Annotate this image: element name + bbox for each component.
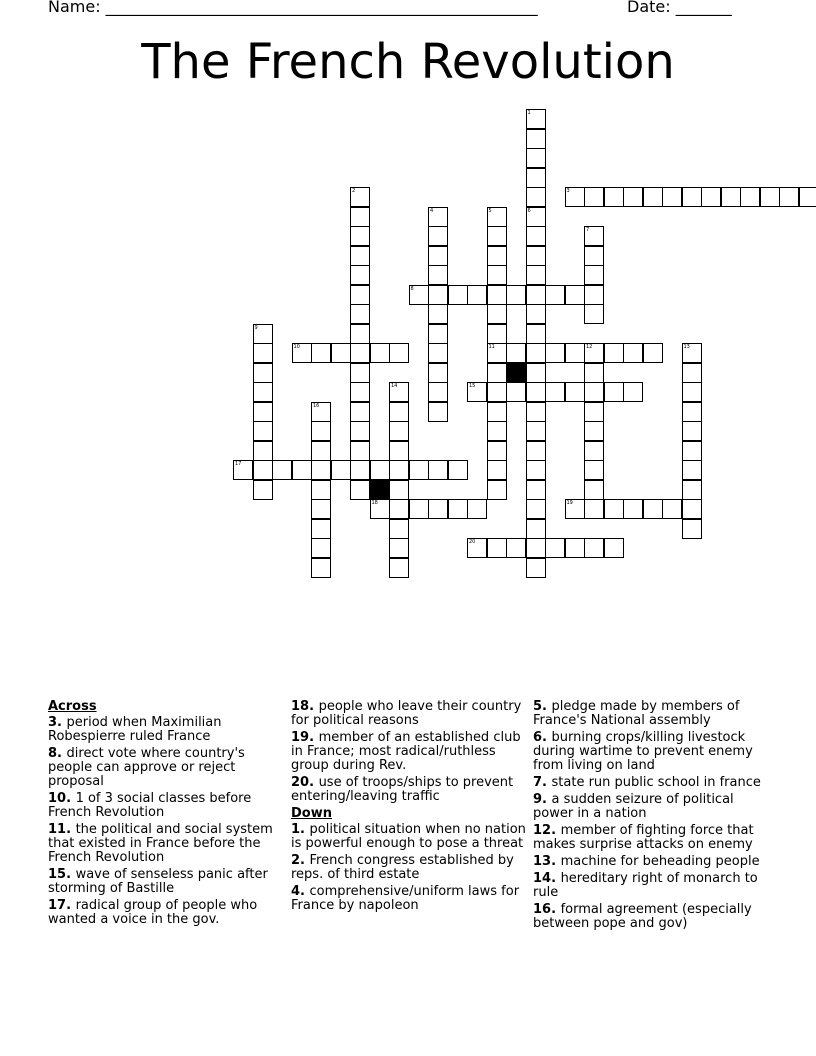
grid-cell[interactable]: [487, 246, 507, 266]
grid-cell[interactable]: [682, 343, 702, 363]
clue-number: 6: [527, 207, 531, 214]
grid-cell[interactable]: [643, 343, 663, 363]
grid-cell[interactable]: [253, 363, 273, 383]
grid-cell[interactable]: [487, 285, 507, 305]
grid-cell[interactable]: [350, 421, 370, 441]
grid-cell[interactable]: [526, 148, 546, 168]
grid-cell[interactable]: [467, 285, 487, 305]
clue-number-label: 3.: [48, 715, 67, 730]
clue-item: [533, 872, 769, 900]
clue-number-label: 11.: [48, 822, 76, 837]
grid-cell[interactable]: [487, 538, 507, 558]
grid-cell[interactable]: [389, 421, 409, 441]
clue-number: 18: [371, 500, 378, 506]
clue-number-label: 1.: [291, 822, 310, 837]
grid-cell[interactable]: [292, 343, 312, 363]
grid-cell[interactable]: [350, 324, 370, 344]
grid-cell[interactable]: [584, 480, 604, 500]
grid-cell[interactable]: [253, 460, 273, 480]
grid-cell[interactable]: [506, 285, 526, 305]
clue-number: 19: [566, 500, 573, 506]
clue-number-label: 5.: [533, 699, 552, 714]
grid-cell[interactable]: [506, 538, 526, 558]
grid-cell[interactable]: [643, 499, 663, 519]
clue-text: hereditary right of monarch to rule: [533, 871, 758, 900]
grid-cell[interactable]: [526, 558, 546, 578]
clue-text: radical group of people who wanted a voice in the gov.: [48, 898, 258, 927]
grid-cell[interactable]: [389, 499, 409, 519]
grid-cell[interactable]: [428, 265, 448, 285]
grid-cell[interactable]: [428, 207, 448, 227]
grid-cell[interactable]: [389, 538, 409, 558]
clue-text: member of an established club in France; most radical/ruthless group during Rev.: [291, 730, 521, 773]
clues-heading: Across: [48, 699, 97, 714]
grid-cell[interactable]: [350, 402, 370, 422]
clue-number-label: 10.: [48, 791, 76, 806]
grid-cell[interactable]: [253, 402, 273, 422]
grid-cell[interactable]: [740, 187, 760, 207]
clues-column-1: [48, 700, 284, 930]
clue-item: [48, 823, 284, 865]
grid-cell[interactable]: [467, 499, 487, 519]
clue-number: 8: [410, 285, 414, 292]
clue-number-label: 13.: [533, 854, 561, 869]
grid-cell[interactable]: [721, 187, 741, 207]
clue-number: 10: [293, 344, 300, 350]
clue-text: member of fighting force that makes surprise attacks on enemy: [533, 823, 754, 852]
grid-cell[interactable]: [389, 480, 409, 500]
clue-number: 15: [469, 383, 476, 389]
grid-cell[interactable]: [623, 343, 643, 363]
grid-cell[interactable]: [565, 285, 585, 305]
grid-cell[interactable]: [350, 343, 370, 363]
grid-cell[interactable]: [389, 558, 409, 578]
grid-cell[interactable]: [311, 519, 331, 539]
grid-cell[interactable]: [487, 304, 507, 324]
grid-cell[interactable]: [682, 499, 702, 519]
clue-item: [533, 903, 769, 931]
grid-cell[interactable]: [350, 480, 370, 500]
grid-cell[interactable]: [545, 382, 565, 402]
grid-cell[interactable]: [487, 265, 507, 285]
grid-cell[interactable]: [487, 480, 507, 500]
grid-cell[interactable]: [779, 187, 799, 207]
clue-number-label: 6.: [533, 730, 552, 745]
grid-cell[interactable]: [311, 499, 331, 519]
grid-cell[interactable]: [584, 363, 604, 383]
grid-cell[interactable]: [448, 499, 468, 519]
clue-item: [533, 776, 769, 790]
clue-item: [291, 885, 527, 913]
clue-number-label: 20.: [291, 775, 319, 790]
grid-cell[interactable]: [487, 402, 507, 422]
grid-cell[interactable]: [565, 538, 585, 558]
clue-number-label: 19.: [291, 730, 319, 745]
page-title: The French Revolution: [141, 34, 675, 90]
clue-item: [48, 868, 284, 896]
grid-cell[interactable]: [682, 363, 702, 383]
grid-cell[interactable]: [448, 285, 468, 305]
clue-item: [291, 776, 527, 804]
clue-number: 13: [683, 344, 690, 350]
grid-cell[interactable]: [370, 460, 390, 480]
grid-cell[interactable]: [584, 441, 604, 461]
clue-number: 1: [527, 110, 531, 116]
clue-number: 7: [586, 227, 590, 233]
grid-cell[interactable]: [253, 324, 273, 344]
grid-cell[interactable]: [350, 207, 370, 227]
grid-cell[interactable]: [428, 382, 448, 402]
grid-cell[interactable]: [565, 499, 585, 519]
grid-cell[interactable]: [682, 402, 702, 422]
grid-cell[interactable]: [350, 285, 370, 305]
clue-item: [291, 731, 527, 773]
clue-text: state run public school in france: [551, 775, 761, 790]
clue-text: pledge made by members of France's National assembly: [533, 699, 740, 728]
grid-cell[interactable]: [487, 382, 507, 402]
clue-item: [291, 700, 527, 728]
grid-cell[interactable]: [526, 265, 546, 285]
grid-cell[interactable]: [526, 324, 546, 344]
grid-cell[interactable]: [409, 285, 429, 305]
clue-item: [533, 731, 769, 773]
grid-cell[interactable]: [526, 538, 546, 558]
grid-cell[interactable]: [584, 226, 604, 246]
clue-text: comprehensive/uniform laws for France by napoleon: [291, 884, 520, 913]
grid-cell[interactable]: [604, 343, 624, 363]
clue-text: burning crops/killing livestock during wartime to prevent enemy from living on land: [533, 730, 753, 773]
clue-number: 12: [586, 344, 593, 350]
clue-number: 17: [235, 461, 242, 467]
grid-cell[interactable]: [272, 460, 292, 480]
grid-cell[interactable]: [350, 187, 370, 207]
clue-number-label: 12.: [533, 823, 561, 838]
clue-number: 14: [391, 383, 398, 389]
grid-cell[interactable]: [389, 460, 409, 480]
clue-number-label: 15.: [48, 867, 76, 882]
grid-cell[interactable]: [467, 538, 487, 558]
grid-cell[interactable]: [682, 441, 702, 461]
grid-cell[interactable]: [428, 304, 448, 324]
grid-cell[interactable]: [584, 285, 604, 305]
grid-cell[interactable]: [389, 343, 409, 363]
grid-cell[interactable]: [428, 499, 448, 519]
clue-number-label: 2.: [291, 853, 310, 868]
grid-cell[interactable]: [584, 304, 604, 324]
grid-cell[interactable]: [526, 519, 546, 539]
clue-item: [48, 899, 284, 927]
grid-cell[interactable]: [662, 499, 682, 519]
grid-cell[interactable]: [565, 382, 585, 402]
grid-cell[interactable]: [370, 499, 390, 519]
grid-cell[interactable]: [604, 187, 624, 207]
grid-cell[interactable]: [526, 402, 546, 422]
clue-item: [291, 823, 527, 851]
grid-cell[interactable]: [487, 460, 507, 480]
grid-cell[interactable]: [506, 343, 526, 363]
clue-item: [48, 747, 284, 789]
grid-cell[interactable]: [526, 460, 546, 480]
grid-cell[interactable]: [428, 460, 448, 480]
grid-cell[interactable]: [526, 480, 546, 500]
grid-cell[interactable]: [428, 402, 448, 422]
grid-cell[interactable]: [584, 187, 604, 207]
grid-cell[interactable]: [623, 187, 643, 207]
clue-number-label: 14.: [533, 871, 561, 886]
clue-item: [291, 854, 527, 882]
clue-item: [533, 793, 769, 821]
clue-text: the political and social system that existed in France before the French Revolution: [48, 822, 273, 865]
clue-text: period when Maximilian Robespierre ruled France: [48, 715, 222, 744]
grid-cell[interactable]: [526, 129, 546, 149]
clue-text: use of troops/ships to prevent entering/leaving traffic: [291, 775, 514, 804]
grid-cell[interactable]: [253, 382, 273, 402]
grid-cell[interactable]: [526, 285, 546, 305]
grid-cell[interactable]: [487, 441, 507, 461]
grid-cell[interactable]: [331, 343, 351, 363]
grid-cell[interactable]: [350, 304, 370, 324]
grid-cell[interactable]: [584, 265, 604, 285]
clue-number-label: 4.: [291, 884, 310, 899]
clue-text: 1 of 3 social classes before French Revolution: [48, 791, 252, 820]
grid-cell[interactable]: [584, 382, 604, 402]
grid-cell[interactable]: [643, 187, 663, 207]
grid-cell[interactable]: [604, 382, 624, 402]
clue-number-label: 9.: [533, 792, 552, 807]
clue-text: a sudden seizure of political power in a nation: [533, 792, 734, 821]
grid-cell[interactable]: [389, 382, 409, 402]
grid-cell[interactable]: [584, 343, 604, 363]
clue-number: 11: [488, 344, 495, 350]
grid-cell[interactable]: [526, 441, 546, 461]
grid-cell[interactable]: [526, 499, 546, 519]
clues-column-3: [533, 700, 769, 934]
grid-cell[interactable]: [760, 187, 780, 207]
clue-text: formal agreement (especially between pope and gov): [533, 902, 752, 931]
grid-cell[interactable]: [253, 421, 273, 441]
grid-cell[interactable]: [311, 480, 331, 500]
grid-cell[interactable]: [350, 460, 370, 480]
clue-number-label: 8.: [48, 746, 67, 761]
grid-cell[interactable]: [604, 499, 624, 519]
grid-cell[interactable]: [584, 460, 604, 480]
grid-cell[interactable]: [701, 187, 721, 207]
clue-number: 3: [566, 188, 570, 194]
clue-item: [533, 824, 769, 852]
black-cell: [506, 363, 526, 383]
grid-cell[interactable]: [350, 382, 370, 402]
grid-cell[interactable]: [487, 421, 507, 441]
grid-cell[interactable]: [623, 382, 643, 402]
grid-cell[interactable]: [584, 538, 604, 558]
grid-cell[interactable]: [233, 460, 253, 480]
grid-cell[interactable]: [467, 382, 487, 402]
grid-cell[interactable]: [311, 441, 331, 461]
grid-cell[interactable]: [428, 363, 448, 383]
grid-cell[interactable]: [682, 460, 702, 480]
grid-cell[interactable]: [682, 382, 702, 402]
grid-cell[interactable]: [545, 343, 565, 363]
grid-cell[interactable]: [350, 226, 370, 246]
grid-cell[interactable]: [565, 343, 585, 363]
grid-cell[interactable]: [331, 460, 351, 480]
clue-text: political situation when no nation is powerful enough to pose a threat: [291, 822, 526, 851]
grid-cell[interactable]: [350, 246, 370, 266]
grid-cell[interactable]: [487, 207, 507, 227]
grid-cell[interactable]: [526, 382, 546, 402]
grid-cell[interactable]: [682, 519, 702, 539]
grid-cell[interactable]: [311, 460, 331, 480]
grid-cell[interactable]: [526, 187, 546, 207]
date-field[interactable]: Date: _______: [627, 0, 732, 16]
grid-cell[interactable]: [662, 187, 682, 207]
grid-cell[interactable]: [487, 324, 507, 344]
grid-cell[interactable]: [604, 538, 624, 558]
grid-cell[interactable]: [370, 343, 390, 363]
clue-item: [533, 855, 769, 869]
clue-text: wave of senseless panic after storming of Bastille: [48, 867, 268, 896]
grid-cell[interactable]: [428, 324, 448, 344]
clue-item: [48, 716, 284, 744]
grid-cell[interactable]: [799, 187, 816, 207]
grid-cell[interactable]: [409, 460, 429, 480]
grid-cell[interactable]: [682, 480, 702, 500]
black-cell: [370, 480, 390, 500]
clue-number: 4: [430, 207, 434, 214]
grid-cell[interactable]: [350, 363, 370, 383]
clue-number-label: 7.: [533, 775, 552, 790]
grid-cell[interactable]: [506, 382, 526, 402]
grid-cell[interactable]: [311, 558, 331, 578]
grid-cell[interactable]: [428, 285, 448, 305]
grid-cell[interactable]: [428, 343, 448, 363]
grid-cell[interactable]: [526, 109, 546, 129]
clue-text: machine for beheading people: [560, 854, 760, 869]
grid-cell[interactable]: [389, 441, 409, 461]
grid-cell[interactable]: [584, 421, 604, 441]
grid-cell[interactable]: [526, 304, 546, 324]
grid-cell[interactable]: [292, 460, 312, 480]
clue-item: [533, 700, 769, 728]
grid-cell[interactable]: [487, 343, 507, 363]
grid-cell[interactable]: [623, 499, 643, 519]
grid-cell[interactable]: [253, 343, 273, 363]
grid-cell[interactable]: [389, 402, 409, 422]
grid-cell[interactable]: [682, 421, 702, 441]
grid-cell[interactable]: [409, 499, 429, 519]
grid-cell[interactable]: [253, 480, 273, 500]
clue-number: 16: [313, 402, 320, 409]
grid-cell[interactable]: [584, 402, 604, 422]
clues-heading: Down: [291, 806, 332, 821]
grid-cell[interactable]: [682, 187, 702, 207]
clue-item: [48, 792, 284, 820]
grid-cell[interactable]: [545, 538, 565, 558]
grid-cell[interactable]: [311, 421, 331, 441]
grid-cell[interactable]: [311, 402, 331, 422]
clue-number: 9: [254, 324, 258, 331]
grid-cell[interactable]: [389, 519, 409, 539]
clue-number-label: 18.: [291, 699, 319, 714]
grid-cell[interactable]: [253, 441, 273, 461]
grid-cell[interactable]: [448, 460, 468, 480]
grid-cell[interactable]: [311, 538, 331, 558]
grid-cell[interactable]: [311, 343, 331, 363]
clue-text: direct vote where country's people can approve or reject proposal: [48, 746, 245, 789]
grid-cell[interactable]: [487, 226, 507, 246]
grid-cell[interactable]: [526, 343, 546, 363]
grid-cell[interactable]: [584, 246, 604, 266]
grid-cell[interactable]: [545, 285, 565, 305]
grid-cell[interactable]: [526, 168, 546, 188]
grid-cell[interactable]: [565, 187, 585, 207]
name-field[interactable]: Name: ______________________________________________________: [48, 0, 538, 16]
grid-cell[interactable]: [526, 246, 546, 266]
clue-number: 5: [488, 207, 492, 214]
grid-cell[interactable]: [526, 421, 546, 441]
grid-cell[interactable]: [526, 363, 546, 383]
grid-cell[interactable]: [428, 246, 448, 266]
grid-cell[interactable]: [487, 363, 507, 383]
clue-number-label: 16.: [533, 902, 561, 917]
grid-cell[interactable]: [350, 265, 370, 285]
grid-cell[interactable]: [584, 499, 604, 519]
clue-number: 2: [352, 188, 356, 194]
clues-column-2: [291, 700, 527, 916]
grid-cell[interactable]: [428, 226, 448, 246]
clue-number: 20: [469, 539, 476, 545]
grid-cell[interactable]: [526, 226, 546, 246]
clue-text: people who leave their country for political reasons: [291, 699, 522, 728]
grid-cell[interactable]: [350, 441, 370, 461]
grid-cell[interactable]: [526, 207, 546, 227]
clue-number-label: 17.: [48, 898, 76, 913]
clue-text: French congress established by reps. of third estate: [291, 853, 514, 882]
